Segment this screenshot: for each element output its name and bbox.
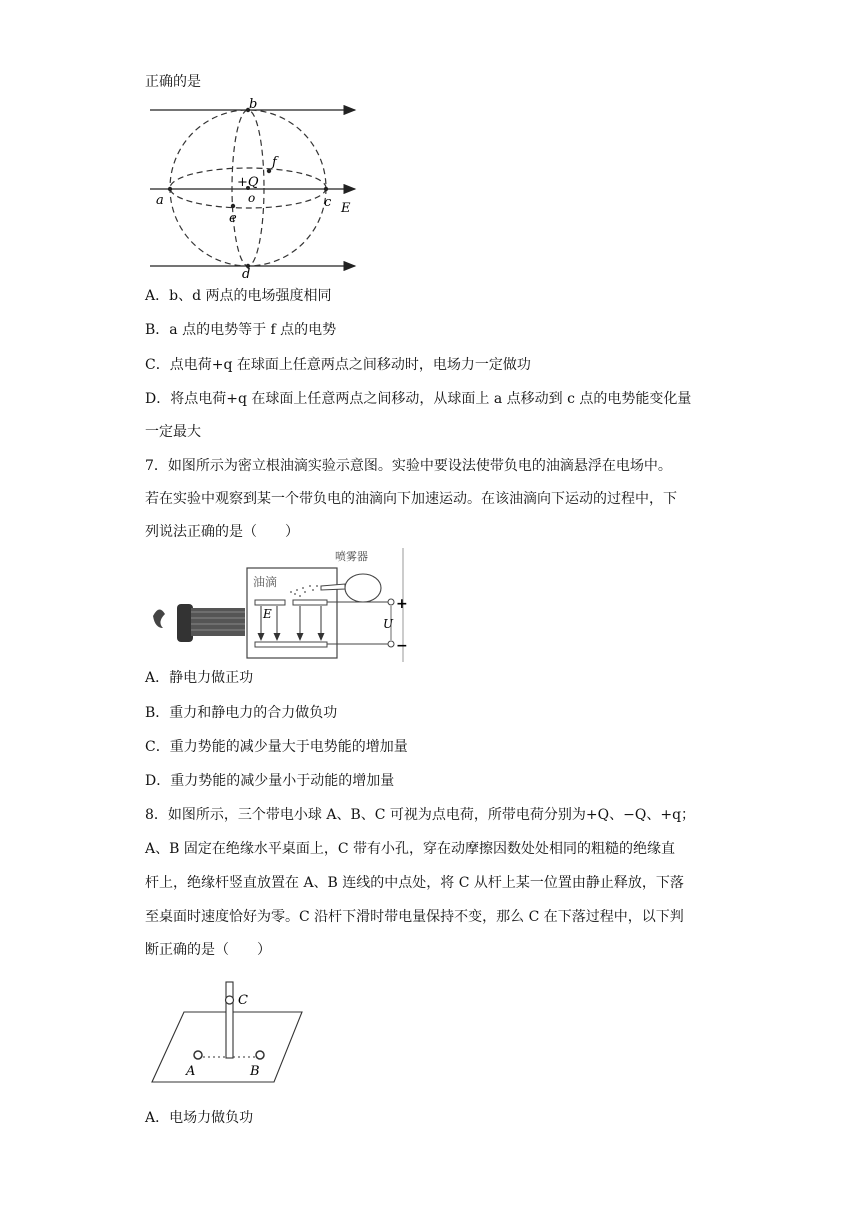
- q8-stem-line-5: 断正确的是（ ）: [145, 942, 271, 958]
- q8-stem-line-2: A、B 固定在绝缘水平桌面上，C 带有小孔，穿在动摩擦因数处处相同的粗糙的绝缘直: [145, 841, 676, 857]
- q6-option-c: C．点电荷+q 在球面上任意两点之间移动时，电场力一定做功: [145, 357, 531, 373]
- q6-option-b: B．a 点的电势等于 f 点的电势: [145, 322, 337, 338]
- microscope-icon: [153, 604, 245, 642]
- point-c: [324, 187, 328, 191]
- label-d: d: [242, 267, 251, 278]
- bottom-plate: [255, 642, 327, 647]
- q6-option-d: D．将点电荷+q 在球面上任意两点之间移动，从球面上 a 点移动到 c 点的电势能变化量: [145, 391, 692, 407]
- q7-option-c: C．重力势能的减少量大于电势能的增加量: [145, 739, 408, 755]
- q8-option-a: A．电场力做负功: [145, 1110, 254, 1126]
- label-plusQ: +Q: [237, 175, 259, 190]
- ball-A: [194, 1051, 202, 1059]
- top-plate-right: [293, 600, 327, 605]
- q6-option-d-continued: 一定最大: [145, 424, 201, 440]
- terminal-minus: [388, 641, 394, 647]
- label-f: f: [272, 155, 277, 170]
- sprayer-bulb: [345, 574, 381, 602]
- q7-option-b: B．重力和静电力的合力做负功: [145, 705, 338, 721]
- label-b: b: [249, 98, 258, 112]
- q8-stem-line-4: 至桌面时速度恰好为零。C 沿杆下滑时带电量保持不变，那么 C 在下落过程中，以下判: [145, 909, 684, 925]
- q8-rod-table-figure: [148, 976, 308, 1088]
- top-plate-left: [255, 600, 285, 605]
- q8-stem-line-3: 杆上，绝缘杆竖直放置在 A、B 连线的中点处，将 C 从杆上某一位置由静止释放，下落: [145, 875, 684, 891]
- q7-option-a: A．静电力做正功: [145, 670, 254, 686]
- q7-stem-line-2: 若在实验中观察到某一个带负电的油滴向下加速运动。在该油滴向下运动的过程中，下: [145, 491, 677, 507]
- q8-stem-line-1: 8．如图所示，三个带电小球 A、B、C 可视为点电荷，所带电荷分别为+Q、−Q、+q；: [145, 807, 696, 823]
- label-minus: −: [396, 638, 408, 654]
- point-a: [168, 187, 172, 191]
- label-plus: +: [396, 596, 408, 612]
- q7-option-d: D．重力势能的减少量小于动能的增加量: [145, 773, 395, 789]
- sprayer-nozzle: [321, 584, 345, 590]
- q7-stem-line-3: 列说法正确的是（ ）: [145, 524, 299, 540]
- q6-option-a: A．b、d 两点的电场强度相同: [145, 288, 332, 304]
- q7-stem-line-1: 7．如图所示为密立根油滴实验示意图。实验中要设法使带负电的油滴悬浮在电场中。: [145, 458, 672, 474]
- label-E: E: [341, 201, 351, 216]
- q6-lead-text: 正确的是: [145, 74, 201, 90]
- label-oil-drop: 油滴: [253, 575, 278, 589]
- label-c: c: [324, 195, 332, 210]
- label-B: B: [250, 1064, 260, 1079]
- label-C: C: [238, 993, 248, 1008]
- label-A: A: [186, 1064, 196, 1079]
- label-o: o: [248, 191, 256, 205]
- insulating-rod: [226, 982, 233, 1058]
- label-a: a: [156, 193, 164, 208]
- point-f: [267, 169, 271, 173]
- spray-droplets: [290, 585, 318, 597]
- q6-sphere-field-figure: [145, 98, 365, 278]
- q7-millikan-apparatus-figure: [145, 546, 415, 664]
- label-E-field: E: [263, 607, 272, 621]
- ball-C: [226, 996, 234, 1004]
- label-e: e: [229, 211, 237, 226]
- terminal-plus: [388, 599, 394, 605]
- label-sprayer: 喷雾器: [335, 550, 368, 563]
- label-U: U: [383, 617, 394, 631]
- point-e: [231, 204, 235, 208]
- ball-B: [256, 1051, 264, 1059]
